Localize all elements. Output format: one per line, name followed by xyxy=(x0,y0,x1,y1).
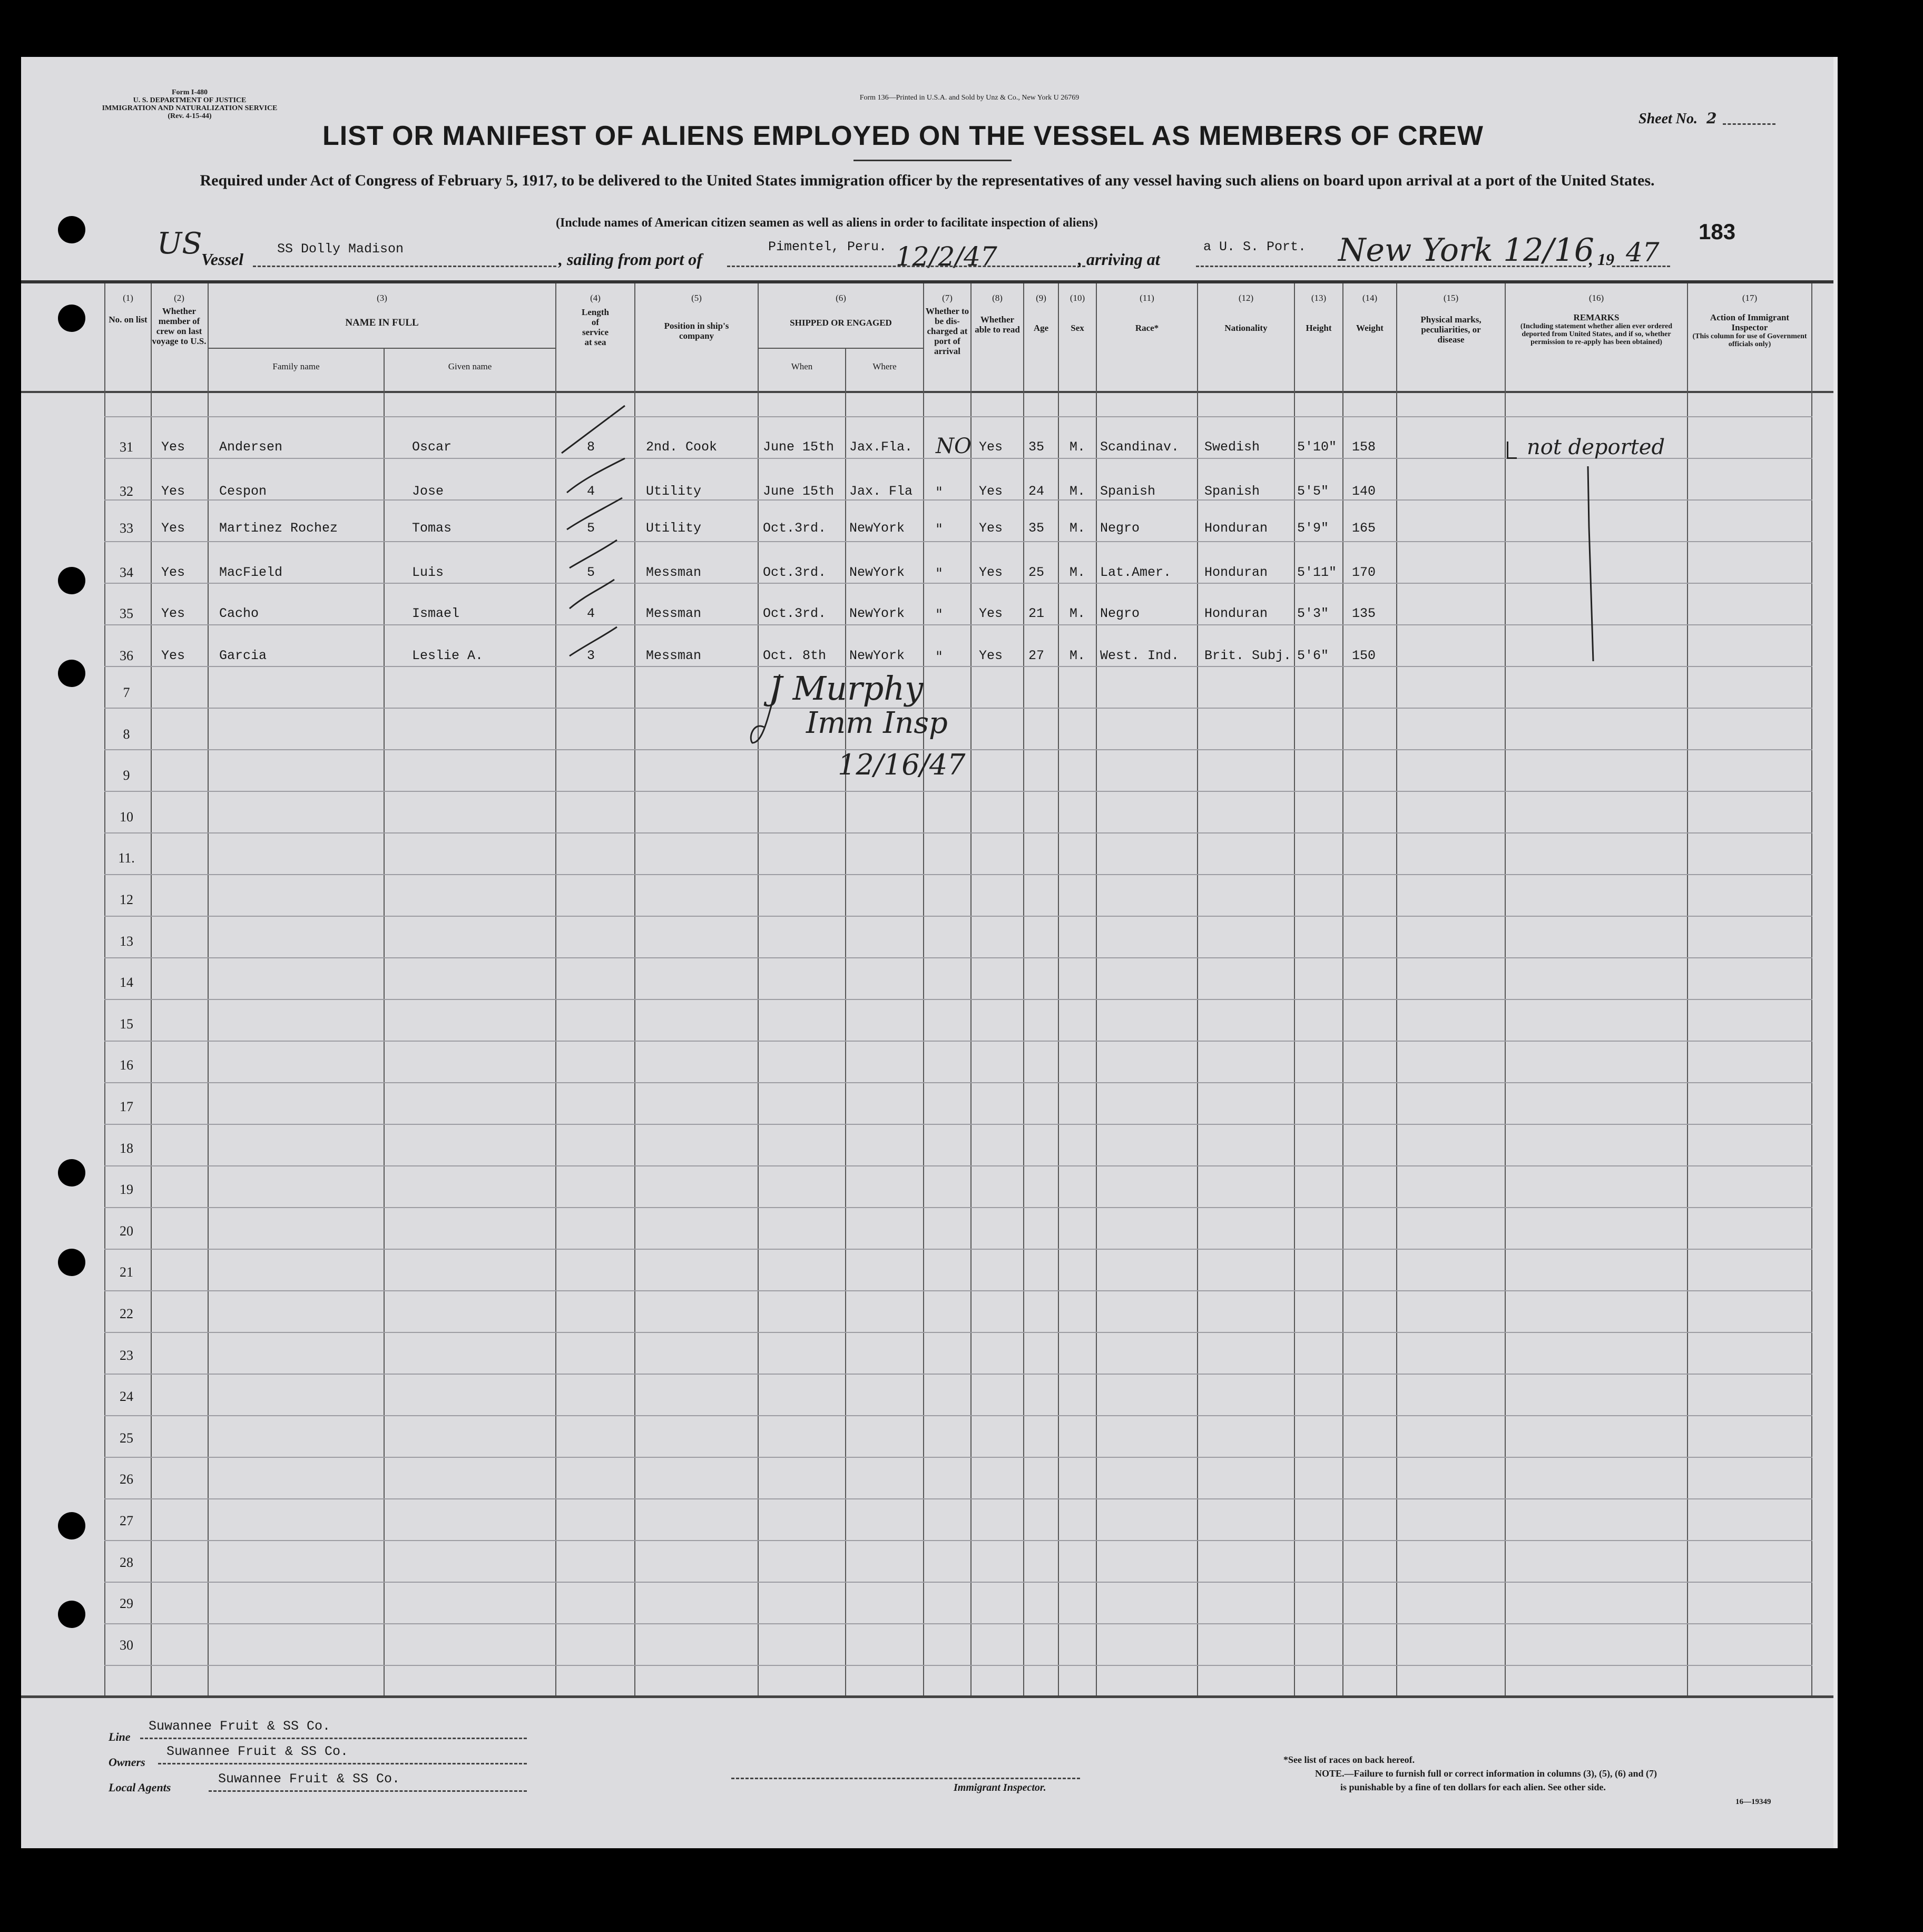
remarks-continuation-line xyxy=(1583,464,1598,664)
cell-position: Messman xyxy=(646,606,702,621)
cell-sex: M. xyxy=(1070,648,1086,663)
cell-position: Utility xyxy=(646,521,702,536)
col3-header: (3) NAME IN FULL xyxy=(345,293,419,328)
cell-given: Ismael xyxy=(412,606,460,621)
cell-where: NewYork xyxy=(849,606,905,621)
shipped-subheader-rule xyxy=(758,348,923,349)
row-rule xyxy=(104,1374,1812,1375)
form-code: 16—19349 xyxy=(1735,1798,1771,1806)
punch-hole xyxy=(58,1512,85,1539)
cell-last-voyage: Yes xyxy=(161,484,185,499)
form-id-block xyxy=(68,89,311,120)
row-rule xyxy=(104,499,1812,501)
vessel-mark: US xyxy=(157,227,202,261)
footer-line-dotline xyxy=(140,1738,527,1739)
cell-given: Tomas xyxy=(412,521,452,536)
cell-height: 5'9" xyxy=(1297,521,1329,536)
cell-age: 24 xyxy=(1028,484,1045,499)
punch-hole xyxy=(58,305,85,332)
row-number: 20 xyxy=(120,1223,133,1239)
cell-last-voyage: Yes xyxy=(161,648,185,663)
row-rule xyxy=(104,1041,1812,1042)
sheet-number: 2 xyxy=(1706,110,1717,127)
cell-height: 5'3" xyxy=(1297,606,1329,621)
col5-header: (5) Position in ship's company xyxy=(664,293,729,341)
cell-nationality: Honduran xyxy=(1204,606,1268,621)
punch-hole xyxy=(58,660,85,687)
row-rule xyxy=(104,1498,1812,1499)
column-divider xyxy=(1058,283,1059,1695)
cell-when: Oct.3rd. xyxy=(763,565,827,580)
cell-position: Messman xyxy=(646,565,702,580)
cell-sex: M. xyxy=(1070,521,1086,536)
cell-nationality: Spanish xyxy=(1204,484,1260,499)
cell-sex: M. xyxy=(1070,565,1086,580)
row-rule xyxy=(104,1165,1812,1166)
form-revision: (Rev. 4-15-44) xyxy=(168,112,212,120)
cell-weight: 150 xyxy=(1352,648,1376,663)
remarks-bracket xyxy=(1507,442,1517,459)
footer-agents-label: Local Agents xyxy=(109,1781,171,1794)
cell-family: Cacho xyxy=(219,606,259,621)
cell-where: NewYork xyxy=(849,648,905,663)
cell-height: 5'6" xyxy=(1297,648,1329,663)
name-subheader-rule xyxy=(208,348,555,349)
service-slash-marks xyxy=(556,400,635,674)
cell-where: Jax.Fla. xyxy=(849,439,913,455)
row-number: 14 xyxy=(120,975,133,990)
column-divider xyxy=(1342,283,1343,1695)
cell-when: Oct.3rd. xyxy=(763,606,827,621)
row-rule xyxy=(104,1124,1812,1125)
row-number: 26 xyxy=(120,1472,133,1487)
cell-when: June 15th xyxy=(763,484,835,499)
cell-height: 5'10" xyxy=(1297,439,1337,455)
row-rule xyxy=(104,624,1812,625)
punch-hole xyxy=(58,1249,85,1276)
cell-where: NewYork xyxy=(849,565,905,580)
year-value: 47 xyxy=(1626,237,1660,268)
footer-agents-value: Suwannee Fruit & SS Co. xyxy=(218,1771,400,1787)
cell-discharged: " xyxy=(936,565,943,582)
footer-agents-dotline xyxy=(209,1790,527,1792)
table-bottom-rule xyxy=(21,1695,1833,1698)
col8-header: (8) Whether able to read xyxy=(975,293,1020,335)
cell-weight: 170 xyxy=(1352,565,1376,580)
cell-family: Martinez Rochez xyxy=(219,521,338,536)
cell-given: Jose xyxy=(412,484,444,499)
cell-height: 5'5" xyxy=(1297,484,1329,499)
row-number: 22 xyxy=(120,1306,133,1321)
sailing-label: , sailing from port of xyxy=(558,250,702,269)
column-divider xyxy=(151,283,152,1695)
cell-no: 34 xyxy=(120,565,133,580)
column-divider xyxy=(208,283,209,1695)
row-rule xyxy=(104,416,1812,417)
inspector-label: Immigrant Inspector. xyxy=(954,1782,1046,1793)
row-rule xyxy=(104,1415,1812,1416)
row-number: 13 xyxy=(120,933,133,949)
cell-race: Spanish xyxy=(1100,484,1156,499)
footer-owners-label: Owners xyxy=(109,1756,145,1769)
col6-when-header: When xyxy=(791,361,813,371)
column-divider xyxy=(1294,283,1295,1695)
cell-age: 25 xyxy=(1028,565,1045,580)
footer-line-label: Line xyxy=(109,1730,131,1743)
cell-no: 36 xyxy=(120,648,133,663)
col9-header: (9) Age xyxy=(1033,293,1049,333)
cell-no: 32 xyxy=(120,484,133,499)
remarks-handwritten: not deported xyxy=(1527,435,1665,459)
year-prefix: , 19 xyxy=(1589,250,1614,269)
col12-header: (12) Nationality xyxy=(1224,293,1268,333)
row-rule xyxy=(104,1207,1812,1208)
col15-header: (15) Physical marks, peculiarities, or disease xyxy=(1420,293,1482,345)
cell-race: Negro xyxy=(1100,606,1140,621)
cell-given: Oscar xyxy=(412,439,452,455)
cell-race: Scandinav. xyxy=(1100,439,1180,455)
row-rule xyxy=(104,541,1812,542)
col7-header: (7) Whether to be dis-charged at port of arrival xyxy=(925,293,969,356)
col14-header: (14) Weight xyxy=(1356,293,1384,333)
row-rule xyxy=(104,1623,1812,1624)
row-number: 24 xyxy=(120,1389,133,1405)
cell-when: June 15th xyxy=(763,439,835,455)
col3-given-header: Given name xyxy=(448,361,492,371)
row-number: 19 xyxy=(120,1182,133,1198)
row-rule xyxy=(104,1665,1812,1666)
row-rule xyxy=(104,666,1812,667)
vessel-name: SS Dolly Madison xyxy=(277,241,404,257)
cell-read: Yes xyxy=(979,606,1003,621)
row-number: 7 xyxy=(123,685,130,700)
column-divider xyxy=(104,283,105,1695)
cell-where: NewYork xyxy=(849,521,905,536)
signature-title: Imm Insp xyxy=(806,706,948,740)
row-number: 9 xyxy=(123,768,130,783)
col17-header: (17) Action of Immigrant Inspector (This column for use of Government officials only) xyxy=(1692,293,1807,348)
cell-age: 35 xyxy=(1028,521,1045,536)
inspector-dotline xyxy=(731,1778,1080,1779)
row-rule xyxy=(104,999,1812,1000)
row-rule xyxy=(104,916,1812,917)
printer-line: Form 136—Printed in U.S.A. and Sold by Unz & Co., New York U 26769 xyxy=(859,94,1080,102)
department-name: U. S. DEPARTMENT OF JUSTICE xyxy=(133,96,247,104)
footer-line-value: Suwannee Fruit & SS Co. xyxy=(149,1719,331,1734)
col13-header: (13) Height xyxy=(1306,293,1332,333)
signature-date: 12/16/47 xyxy=(838,748,966,781)
header-bottom-rule xyxy=(21,391,1833,393)
cell-family: Andersen xyxy=(219,439,283,455)
row-rule xyxy=(104,957,1812,958)
row-number: 21 xyxy=(120,1264,133,1280)
cell-position: Utility xyxy=(646,484,702,499)
cell-read: Yes xyxy=(979,565,1003,580)
row-rule xyxy=(104,832,1812,833)
requirement-text: Required under Act of Congress of February 5, 1917, to be delivered to the United States immigration officer by the representatives of any vessel having such aliens on board upon arrival at a port of the United States. xyxy=(200,172,1655,189)
column-divider xyxy=(1096,283,1097,1695)
row-rule xyxy=(104,1540,1812,1541)
row-rule xyxy=(104,583,1812,584)
col16-header: (16) REMARKS (Including statement whether alien ever ordered deported from United States, and if so, whether permission to re-apply has been obtained) xyxy=(1520,293,1673,346)
cell-discharged: " xyxy=(936,521,943,538)
row-rule xyxy=(104,1082,1812,1083)
col11-header: (11) Race* xyxy=(1135,293,1159,333)
punch-hole xyxy=(58,567,85,594)
col6-where-header: Where xyxy=(872,361,897,371)
column-divider xyxy=(970,283,972,1695)
col2-header: (2) Whether member of crew on last voyage to U.S. xyxy=(152,293,207,346)
sailing-port: Pimentel, Peru. xyxy=(768,239,887,254)
cell-race: West. Ind. xyxy=(1100,648,1180,663)
row-number: 11. xyxy=(118,850,135,866)
cell-no: 31 xyxy=(120,439,133,455)
row-number: 29 xyxy=(120,1596,133,1612)
cell-given: Luis xyxy=(412,565,444,580)
cell-last-voyage: Yes xyxy=(161,606,185,621)
row-number: 25 xyxy=(120,1430,133,1446)
row-number: 28 xyxy=(120,1554,133,1570)
column-divider xyxy=(1396,283,1397,1695)
cell-discharged: " xyxy=(936,606,943,623)
cell-sex: M. xyxy=(1070,484,1086,499)
cell-discharged: " xyxy=(936,648,943,665)
row-rule xyxy=(104,1290,1812,1291)
arriving-dotline xyxy=(1196,266,1586,267)
punch-hole xyxy=(58,1159,85,1186)
cell-discharged: " xyxy=(936,484,943,501)
row-number: 10 xyxy=(120,809,133,825)
cell-service: 5 xyxy=(587,521,595,536)
col10-header: (10) Sex xyxy=(1070,293,1085,333)
row-number: 17 xyxy=(120,1099,133,1114)
cell-family: Cespon xyxy=(219,484,267,499)
cell-given: Leslie A. xyxy=(412,648,484,663)
table-top-rule xyxy=(21,280,1833,283)
cell-service: 8 xyxy=(587,439,595,455)
col4-header: (4) Length of service at sea xyxy=(582,293,609,347)
cell-read: Yes xyxy=(979,648,1003,663)
form-title: LIST OR MANIFEST OF ALIENS EMPLOYED ON THE VESSEL AS MEMBERS OF CREW xyxy=(322,121,1484,151)
service-name: IMMIGRATION AND NATURALIZATION SERVICE xyxy=(102,104,278,112)
include-note: (Include names of American citizen seamen as well as aliens in order to facilitate inspection of aliens) xyxy=(556,216,1098,230)
cell-family: Garcia xyxy=(219,648,267,663)
cell-age: 27 xyxy=(1028,648,1045,663)
row-number: 12 xyxy=(120,892,133,907)
row-rule xyxy=(104,1457,1812,1458)
cell-where: Jax. Fla xyxy=(849,484,913,499)
cell-height: 5'11" xyxy=(1297,565,1337,580)
cell-last-voyage: Yes xyxy=(161,439,185,455)
cell-age: 35 xyxy=(1028,439,1045,455)
column-divider xyxy=(758,283,759,1695)
row-number: 27 xyxy=(120,1513,133,1528)
row-number: 15 xyxy=(120,1016,133,1032)
column-divider xyxy=(1687,283,1688,1695)
column-divider xyxy=(1505,283,1506,1695)
cell-weight: 158 xyxy=(1352,439,1376,455)
penalty-note-line1: NOTE.—Failure to furnish full or correct information in columns (3), (5), (6) and (7) xyxy=(1315,1768,1657,1779)
arriving-label: , arriving at xyxy=(1078,250,1160,269)
cell-nationality: Honduran xyxy=(1204,521,1268,536)
cell-last-voyage: Yes xyxy=(161,521,185,536)
cell-nationality: Swedish xyxy=(1204,439,1260,455)
cell-family: MacField xyxy=(219,565,283,580)
cell-sex: M. xyxy=(1070,439,1086,455)
row-number: 23 xyxy=(120,1347,133,1363)
punch-hole xyxy=(58,1601,85,1628)
column-divider xyxy=(384,348,385,1695)
col6-header: (6) SHIPPED OR ENGAGED xyxy=(790,293,892,328)
cell-no: 35 xyxy=(120,606,133,621)
penalty-note-line2: is punishable by a fine of ten dollars for each alien. See other side. xyxy=(1340,1782,1606,1792)
column-divider xyxy=(845,348,846,1695)
footer-owners-dotline xyxy=(158,1763,527,1764)
cell-service: 3 xyxy=(587,648,595,663)
cell-position: 2nd. Cook xyxy=(646,439,718,455)
row-number: 8 xyxy=(123,726,130,742)
cell-read: Yes xyxy=(979,521,1003,536)
row-rule xyxy=(104,1332,1812,1333)
punch-hole xyxy=(58,216,85,243)
col3-family-header: Family name xyxy=(272,361,320,371)
arriving-handwritten: New York 12/16 xyxy=(1338,232,1594,269)
vessel-label: Vessel xyxy=(201,250,243,269)
cell-age: 21 xyxy=(1028,606,1045,621)
row-number: 18 xyxy=(120,1140,133,1156)
cell-when: Oct. 8th xyxy=(763,648,827,663)
signature-name: J Murphy xyxy=(769,669,924,708)
row-rule xyxy=(104,1582,1812,1583)
vessel-dotline xyxy=(253,266,556,267)
sheet-label: Sheet No. 2 xyxy=(1639,110,1717,127)
column-divider xyxy=(1197,283,1198,1695)
year-dotline xyxy=(1612,266,1670,267)
inspector-signature xyxy=(748,669,969,796)
cell-read: Yes xyxy=(979,484,1003,499)
cell-service: 4 xyxy=(587,606,595,621)
footer-owners-value: Suwannee Fruit & SS Co. xyxy=(166,1744,349,1759)
sailing-date: 12/2/47 xyxy=(896,241,997,272)
row-number: 16 xyxy=(120,1057,133,1073)
cell-sex: M. xyxy=(1070,606,1086,621)
cell-weight: 165 xyxy=(1352,521,1376,536)
cell-no: 33 xyxy=(120,521,133,536)
cell-weight: 135 xyxy=(1352,606,1376,621)
cell-nationality: Brit. Subj. xyxy=(1204,648,1292,663)
row-rule xyxy=(104,1249,1812,1250)
cell-when: Oct.3rd. xyxy=(763,521,827,536)
column-divider xyxy=(1023,283,1024,1695)
cell-nationality: Honduran xyxy=(1204,565,1268,580)
cell-last-voyage: Yes xyxy=(161,565,185,580)
sheet-dotline xyxy=(1723,123,1775,125)
cell-position: Messman xyxy=(646,648,702,663)
cell-weight: 140 xyxy=(1352,484,1376,499)
column-divider xyxy=(923,283,924,1695)
column-divider xyxy=(1811,283,1812,1695)
cell-service: 5 xyxy=(587,565,595,580)
cell-read: Yes xyxy=(979,439,1003,455)
sailing-dotline xyxy=(727,266,1085,267)
cell-race: Lat.Amer. xyxy=(1100,565,1172,580)
row-number: 30 xyxy=(120,1637,133,1653)
arriving-port: a U. S. Port. xyxy=(1203,239,1307,254)
cell-service: 4 xyxy=(587,484,595,499)
col1-header: (1) No. on list xyxy=(109,293,148,325)
row-rule xyxy=(104,874,1812,875)
form-number: Form I-480 xyxy=(171,89,208,96)
cell-discharged: NO xyxy=(936,434,972,458)
page-number: 183 xyxy=(1699,219,1736,244)
title-underline xyxy=(853,160,1012,161)
cell-race: Negro xyxy=(1100,521,1140,536)
races-note: *See list of races on back hereof. xyxy=(1283,1754,1415,1765)
